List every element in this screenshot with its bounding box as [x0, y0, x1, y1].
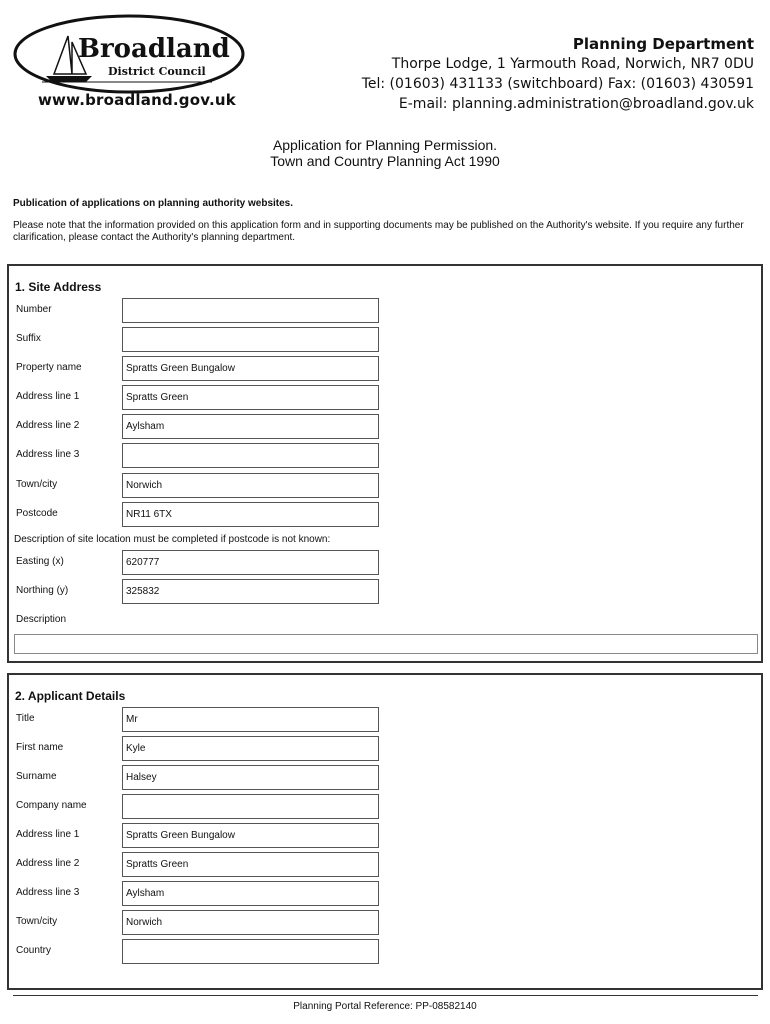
field-label: Address line 1 — [16, 829, 80, 840]
address-line-3-field[interactable]: Aylsham — [122, 881, 379, 906]
form-row — [9, 707, 761, 734]
field-label: Property name — [16, 362, 82, 373]
form-row — [9, 579, 761, 606]
postcode-field[interactable]: NR11 6TX — [122, 502, 379, 527]
title-field[interactable]: Mr — [122, 707, 379, 732]
form-row — [9, 910, 761, 937]
council-website: www.broadland.gov.uk — [38, 91, 236, 109]
field-label: Title — [16, 713, 35, 724]
title-line-2: Town and Country Planning Act 1990 — [270, 153, 500, 169]
department-email: E-mail: planning.administration@broadland.gov.uk — [398, 96, 754, 112]
logo-name: Broadland — [78, 34, 230, 64]
form-row — [9, 794, 761, 821]
page-header — [0, 0, 770, 120]
northing-field[interactable]: 325832 — [122, 579, 379, 604]
field-label: Postcode — [16, 508, 58, 519]
form-row — [9, 414, 761, 441]
number-field[interactable] — [122, 298, 379, 323]
suffix-field[interactable] — [122, 327, 379, 352]
town-city-field[interactable]: Norwich — [122, 910, 379, 935]
address-line-3-field[interactable] — [122, 443, 379, 468]
portal-reference: Planning Portal Reference: PP-08582140 — [293, 1001, 477, 1012]
field-label: Number — [16, 304, 52, 315]
field-label: First name — [16, 742, 64, 753]
first-name-field[interactable]: Kyle — [122, 736, 379, 761]
address-line-2-field[interactable]: Aylsham — [122, 414, 379, 439]
department-contact — [362, 34, 754, 114]
company-name-field[interactable] — [122, 794, 379, 819]
site-address-section — [7, 264, 763, 663]
location-note: Description of site location must be completed if postcode is not known: — [14, 534, 331, 545]
form-row — [9, 502, 761, 529]
field-label: Northing (y) — [16, 585, 69, 596]
department-name: Planning Department — [572, 35, 754, 53]
field-label: Town/city — [16, 479, 58, 490]
field-label: Country — [16, 945, 52, 956]
department-phone: Tel: (01603) 431133 (switchboard) Fax: (01603) 430591 — [361, 76, 754, 92]
address-line-1-field[interactable]: Spratts Green Bungalow — [122, 823, 379, 848]
field-label: Address line 2 — [16, 858, 80, 869]
field-label: Company name — [16, 800, 87, 811]
property-name-field[interactable]: Spratts Green Bungalow — [122, 356, 379, 381]
form-row — [9, 939, 761, 966]
description-field[interactable] — [14, 634, 758, 654]
field-label: Address line 2 — [16, 420, 80, 431]
field-label: Address line 3 — [16, 449, 80, 460]
field-label: Easting (x) — [16, 556, 64, 567]
form-row — [9, 852, 761, 879]
form-row — [9, 356, 761, 383]
address-line-2-field[interactable]: Spratts Green — [122, 852, 379, 877]
section-title: 2. Applicant Details — [15, 689, 126, 703]
surname-field[interactable]: Halsey — [122, 765, 379, 790]
town-city-field[interactable]: Norwich — [122, 473, 379, 498]
field-label: Address line 1 — [16, 391, 80, 402]
publication-notice: Please note that the information provided on this application form and in supporting documents may be published on the Authority's website. If you require any further clarification, please contact the Authority's planning department. — [13, 220, 744, 243]
publication-heading: Publication of applications on planning authority websites. — [13, 198, 294, 209]
logo-sub: District Council — [108, 65, 206, 78]
form-row — [9, 385, 761, 412]
form-row — [9, 881, 761, 908]
field-label: Surname — [16, 771, 57, 782]
footer-divider — [13, 995, 758, 996]
form-row — [9, 443, 761, 470]
title-line-1: Application for Planning Permission. — [272, 137, 498, 153]
field-label: Town/city — [16, 916, 58, 927]
country-field[interactable] — [122, 939, 379, 964]
document-title — [0, 137, 770, 169]
form-row — [9, 765, 761, 792]
form-row — [9, 473, 761, 500]
section-title: 1. Site Address — [15, 280, 102, 294]
field-label: Suffix — [16, 333, 41, 344]
field-label: Address line 3 — [16, 887, 80, 898]
form-row — [9, 298, 761, 325]
department-address: Thorpe Lodge, 1 Yarmouth Road, Norwich, NR7 0DU — [391, 56, 754, 72]
form-row — [9, 823, 761, 850]
address-line-1-field[interactable]: Spratts Green — [122, 385, 379, 410]
form-row — [9, 736, 761, 763]
form-row — [9, 550, 761, 577]
broadland-logo — [12, 12, 247, 96]
easting-field[interactable]: 620777 — [122, 550, 379, 575]
description-label: Description — [16, 614, 67, 625]
form-row — [9, 327, 761, 354]
applicant-details-section — [7, 673, 763, 990]
